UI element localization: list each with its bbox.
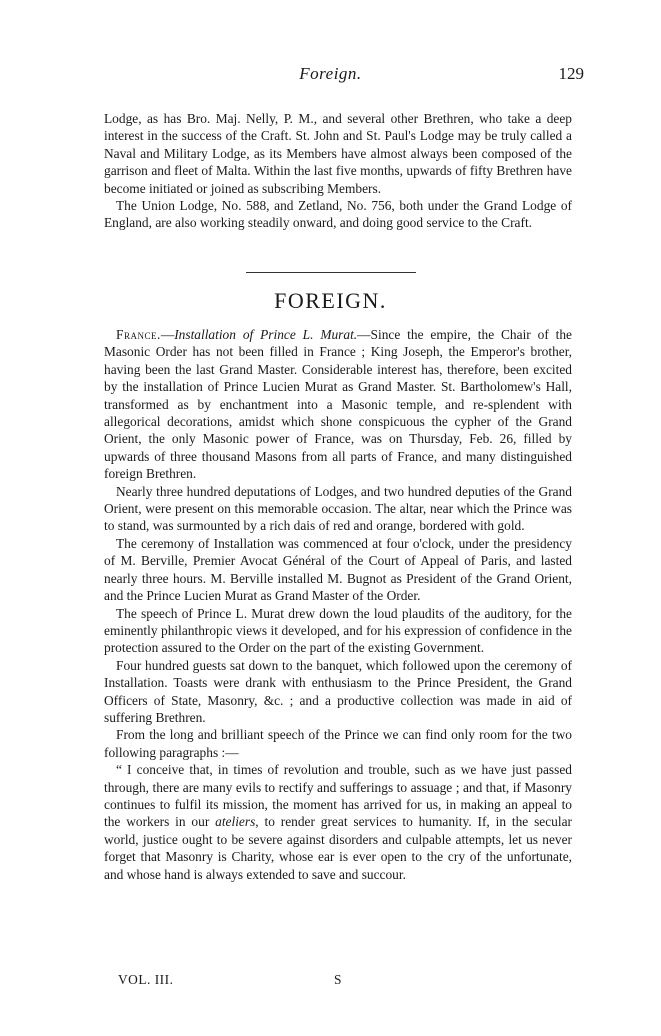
quote-part-1: “ I conceive that, in times of revolution and trouble, such as we have just passed through, there are many evils to rectify and sufferings to assuage ; and that, if Masonry continues to fulfil its mission, the moment has arrived for us, in making an appeal to the workers in our bbox=[104, 762, 572, 830]
paragraph-quotation bbox=[104, 761, 572, 883]
country-lead: France. bbox=[116, 327, 161, 342]
continued-text-block bbox=[104, 110, 572, 232]
quote-part-2: to render great services to humanity. If, in the secular world, justice ought to be severe against disorders and culpable attempts, let us never forget that Masonry is Charity, whose ear is ever open to the cry of the unfortunate, and whose hand is always extended to save and succour. bbox=[104, 814, 572, 882]
paragraph-france-text: —Since the empire, the Chair of the Masonic Order has not been filled in France ; King Joseph, the Emperor's brother, having been the last Grand Master. Considerable interest has, therefore, been excited by the installation of Prince Lucien Murat as Grand Master. St. Bartholomew's Hall, transformed as by enchantment into a Masonic temple, and re-splendent with allegorical decorations, amidst which shone conspicuous the cypher of the Grand Orient, the only Masonic power of France, was on Thursday, Feb. 26, filled by upwards of three thousand Masons from all parts of France, and many distinguished foreign Brethren. bbox=[104, 327, 573, 482]
foreign-section-body bbox=[104, 326, 572, 883]
paragraph-france-installation bbox=[104, 326, 572, 483]
section-divider bbox=[246, 272, 416, 273]
signature-mark: S bbox=[334, 972, 342, 987]
article-title: Installation of Prince L. Murat. bbox=[174, 327, 358, 342]
section-heading: FOREIGN. bbox=[274, 288, 387, 313]
paragraph-speech-intro: From the long and brilliant speech of the Prince we can find only room for the two following paragraphs :— bbox=[104, 727, 572, 760]
running-head-title: Foreign. bbox=[299, 64, 362, 83]
quote-italic-word: ateliers, bbox=[215, 814, 259, 830]
paragraph-union-lodge: The Union Lodge, No. 588, and Zetland, No. 756, both under the Grand Lodge of England, are also working steadily onward, and doing good service to the Craft. bbox=[104, 198, 572, 231]
page-number: 129 bbox=[558, 64, 584, 83]
paragraph-malta-lodges: Lodge, as has Bro. Maj. Nelly, P. M., and several other Brethren, who take a deep interest in the success of the Craft. St. John and St. Paul's Lodge may be truly called a Naval and Military Lodge, as its Members have almost always been composed of the garrison and fleet of Malta. Within the last five months, upwards of fifty Brethren have become initiated or joined as subscribing Members. bbox=[104, 111, 572, 196]
paragraph-ceremony: The ceremony of Installation was commenced at four o'clock, under the presidency of M. Berville, Premier Avocat Général of the Court of Appeal of Paris, and lasted nearly three hours. M. Berville installed M. Bugnot as President of the Grand Orient, and the Prince Lucien Murat as Grand Master of the Order. bbox=[104, 535, 572, 604]
paragraph-deputations: Nearly three hundred deputations of Lodges, and two hundred deputies of the Grand Orient, were present on this memorable occasion. The altar, near which the Prince was to stand, was surmounted by a rich dais of red and orange, bordered with gold. bbox=[104, 483, 572, 534]
lead-dash: — bbox=[160, 327, 175, 342]
paragraph-speech: The speech of Prince L. Murat drew down the loud plaudits of the auditory, for the eminently philanthropic views it developed, and for his expression of confidence in the protection assured to the Order on the part of the existing Government. bbox=[104, 605, 572, 656]
volume-label: VOL. III. bbox=[118, 972, 174, 987]
paragraph-banquet: Four hundred guests sat down to the banquet, which followed upon the ceremony of Installation. Toasts were drank with enthusiasm to the Prince President, the Grand Officers of State, Masonry, &c. ; and a productive collection was made in aid of suffering Brethren. bbox=[104, 657, 572, 725]
running-head bbox=[0, 64, 661, 88]
page-footer bbox=[0, 972, 661, 992]
